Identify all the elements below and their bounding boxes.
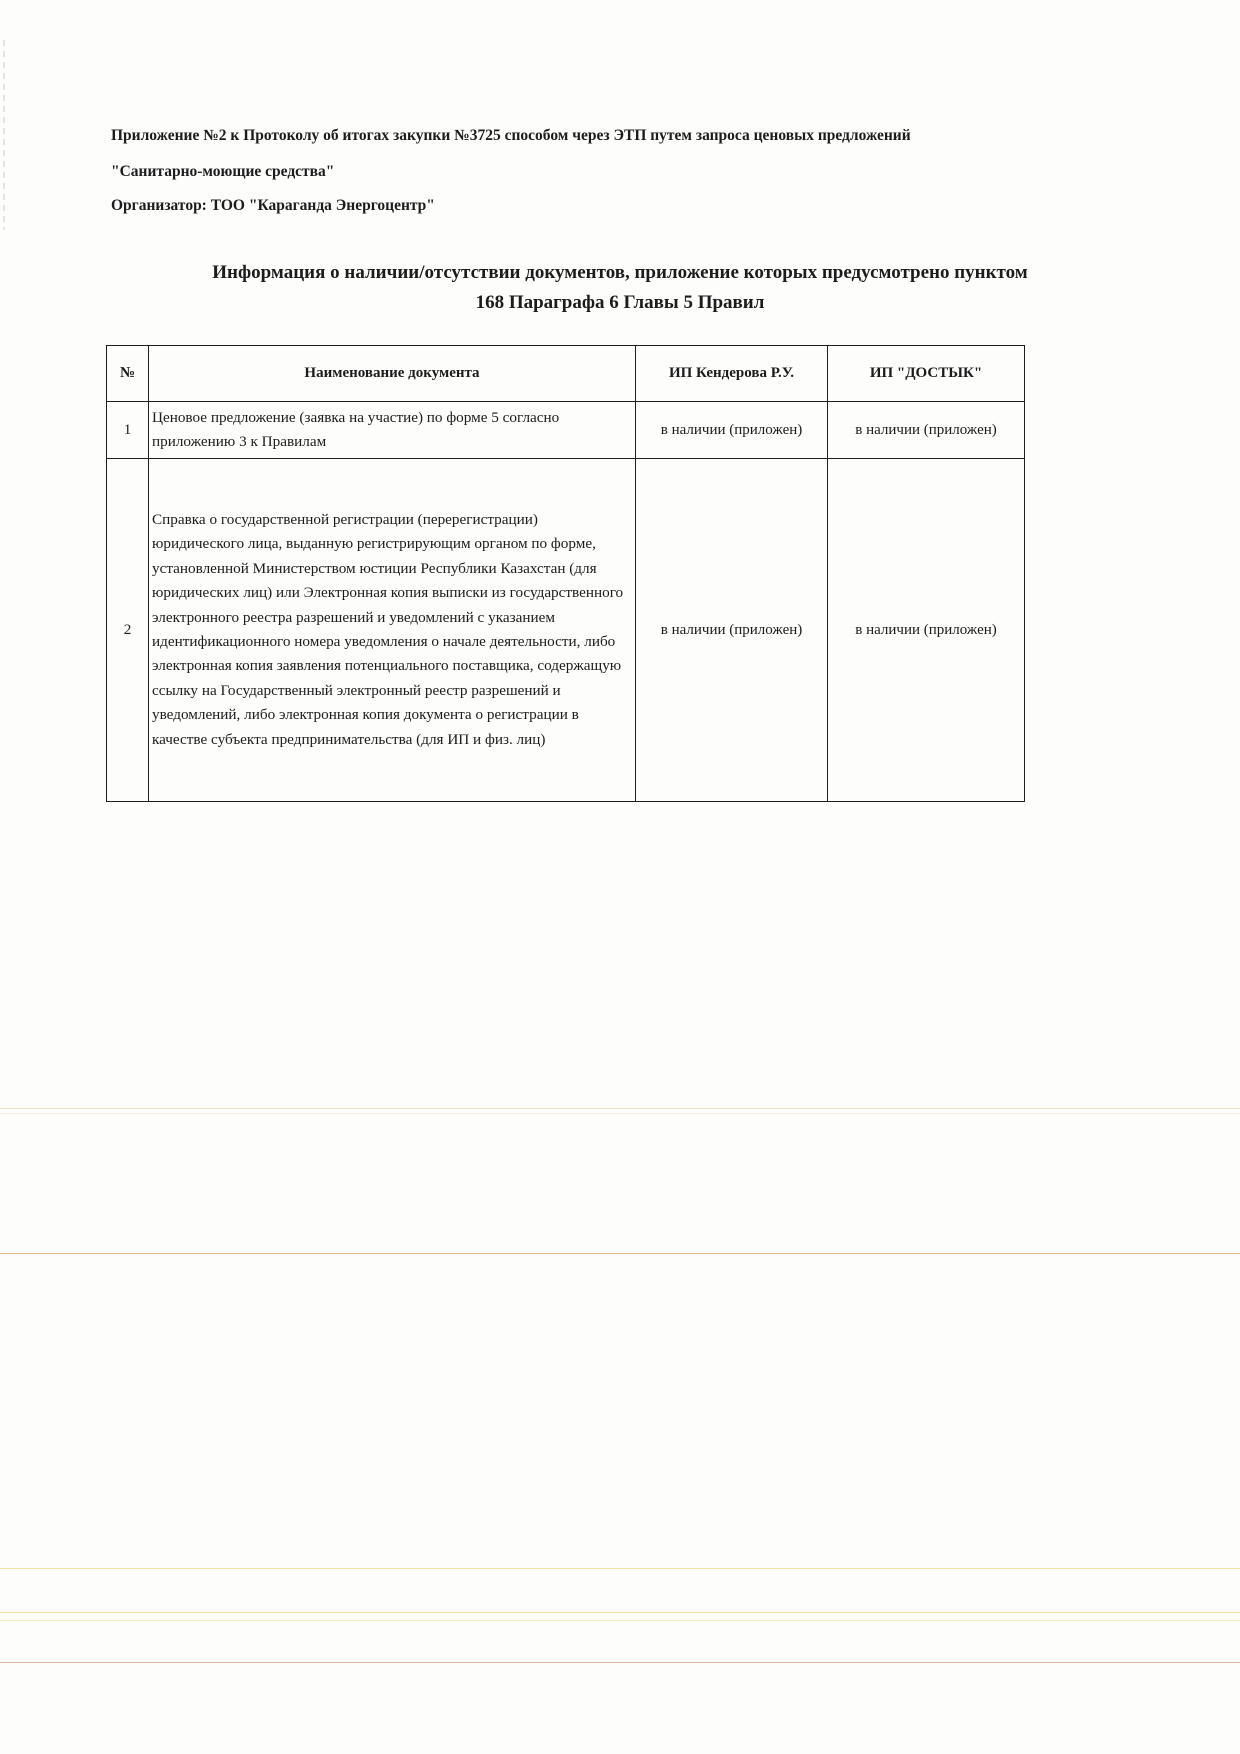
scan-edge-artifact	[3, 40, 5, 230]
column-header-supplier-2: ИП "ДОСТЫК"	[828, 346, 1025, 402]
scan-artifact-line	[0, 1113, 1240, 1114]
table-row	[107, 459, 1025, 802]
scan-artifact-line	[0, 1612, 1240, 1613]
scan-artifact-line	[0, 1620, 1240, 1621]
title-line-2: 168 Параграфа 6 Главы 5 Правил	[475, 292, 765, 313]
column-header-document-name: Наименование документа	[149, 346, 636, 402]
document-name: Справка о государственной регистрации (перерегистрации) юридического лица, выданную регистрирующим органом по форме, установленной Министерством юстиции Республики Казахстан (для юридических лиц) или Электронная копия выписки из государственного электронного реестра разрешений и уведомлений с указанием идентификационного номера уведомления о начале деятельности, либо электронная копия заявления потенциального поставщика, содержащую ссылку на Государственный электронный реестр разрешений и уведомлений, либо электронная копия документа о регистрации в качестве субъекта предпринимательства (для ИП и физ. лиц)	[149, 459, 636, 802]
document-name: Ценовое предложение (заявка на участие) по форме 5 согласно приложению 3 к Правилам	[149, 402, 636, 459]
scan-artifact-line	[0, 1662, 1240, 1663]
table-row	[107, 402, 1025, 459]
header-line-subject: "Санитарно-моющие средства"	[111, 163, 335, 180]
title-line-1: Информация о наличии/отсутствии документов, приложение которых предусмотрено пунктом	[212, 262, 1028, 283]
supplier-2-status: в наличии (приложен)	[828, 402, 1025, 459]
scan-artifact-line	[0, 1568, 1240, 1569]
header-line-annex: Приложение №2 к Протоколу об итогах закупки №3725 способом через ЭТП путем запроса ценовых предложений	[111, 127, 911, 144]
document-title	[100, 258, 1140, 318]
supplier-1-status: в наличии (приложен)	[636, 402, 828, 459]
supplier-2-status: в наличии (приложен)	[828, 459, 1025, 802]
column-header-number: №	[107, 346, 149, 402]
supplier-1-status: в наличии (приложен)	[636, 459, 828, 802]
row-number: 1	[107, 402, 149, 459]
row-number: 2	[107, 459, 149, 802]
table-header-row	[107, 346, 1025, 402]
column-header-supplier-1: ИП Кендерова Р.У.	[636, 346, 828, 402]
header-line-organizer: Организатор: ТОО "Караганда Энергоцентр"	[111, 197, 435, 214]
scan-artifact-line	[0, 1253, 1240, 1254]
documents-table	[106, 345, 1025, 802]
scan-artifact-line	[0, 1108, 1240, 1109]
